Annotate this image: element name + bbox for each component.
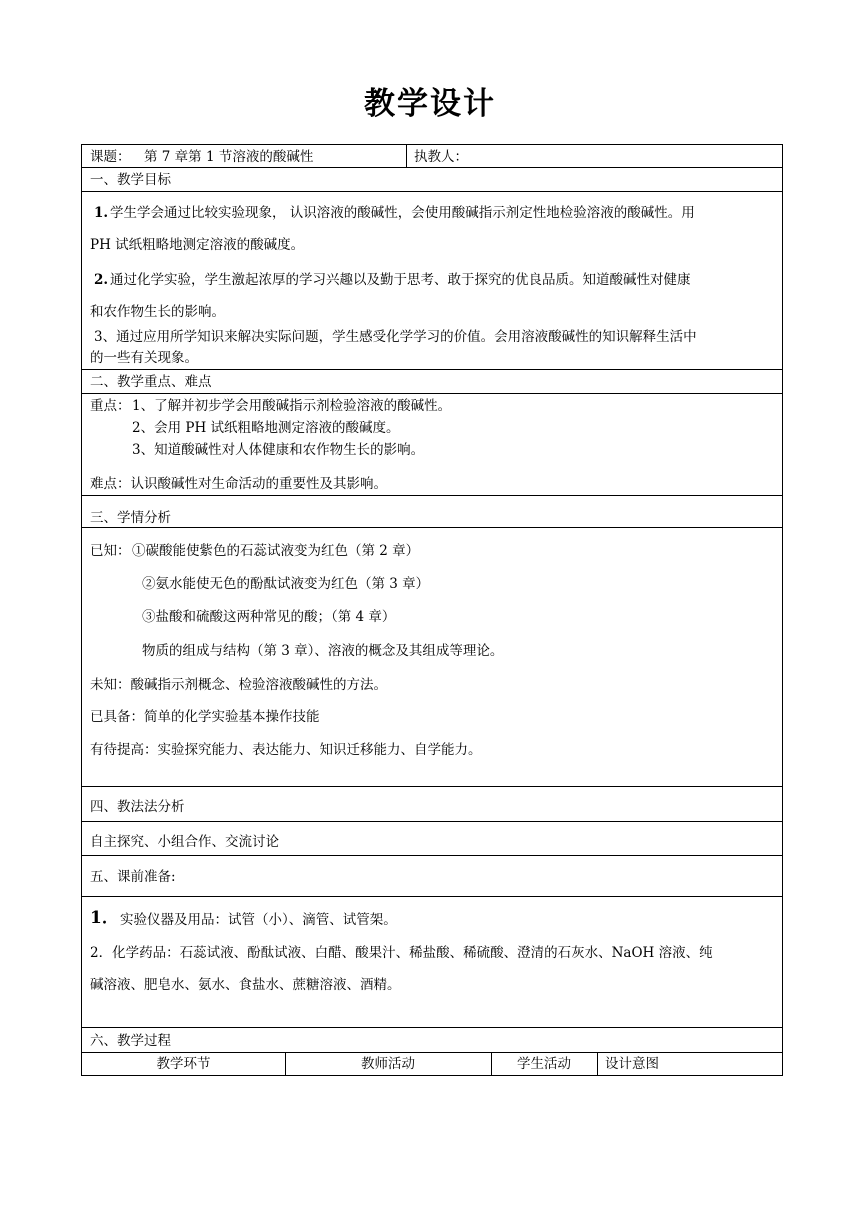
page-title: 教学设计 [364, 86, 496, 122]
goal1-text: 学生学会通过比较实验现象， 认识溶液的酸碱性，会使用酸碱指示剂定性地检验溶液的酸碱性。用 [110, 205, 695, 221]
row-divider [82, 369, 782, 370]
row-divider [82, 896, 782, 897]
goal1-number: 1. [94, 205, 109, 221]
goal2-number: 2. [94, 272, 109, 288]
lesson-plan-table [81, 144, 783, 1076]
row-divider [82, 495, 782, 496]
goal3-text: 3、通过应用所学知识来解决实际问题，学生感受化学学习的价值。会用溶液酸碱性的知识解释生活中 [94, 329, 697, 345]
section2-heading: 二、教学重点、难点 [90, 374, 212, 390]
topic-label: 课题： [90, 149, 131, 165]
header-divider [406, 145, 407, 167]
section3-heading: 三、学情分析 [90, 510, 171, 526]
section4-heading: 四、教法法分析 [90, 799, 185, 815]
column-header-stage: 教学环节 [156, 1056, 211, 1072]
column-header-teacher: 教师活动 [361, 1056, 415, 1072]
row-divider [82, 786, 782, 787]
row-divider [82, 167, 782, 168]
row-divider [82, 1027, 782, 1028]
row-divider [82, 527, 782, 528]
key-point-2: 2、会用 PH 试纸粗略地测定溶液的酸碱度。 [132, 420, 400, 436]
column-divider [597, 1052, 598, 1076]
known-item-2: ②氨水能使无色的酚酞试液变为红色（第 3 章） [142, 576, 430, 592]
known-item-1: ①碳酸能使紫色的石蕊试液变为红色（第 2 章） [132, 543, 420, 559]
section1-heading: 一、教学目标 [90, 172, 171, 188]
section5-heading: 五、课前准备: [90, 869, 176, 885]
goal3-text-cont: 的一些有关现象。 [90, 350, 198, 366]
existing-skills: 已具备：简单的化学实验基本操作技能 [90, 709, 320, 725]
key-points-label: 重点： [90, 398, 131, 414]
known-item-4: 物质的组成与结构（第 3 章）、溶液的概念及其组成等理论。 [142, 643, 504, 659]
prep2-text: 2．化学药品：石蕊试液、酚酞试液、白醋、酸果汁、稀盐酸、稀硫酸、澄清的石灰水、NaOH 溶液、纯 [90, 945, 713, 961]
prep1-number: 1． [90, 908, 119, 928]
goal2-text-cont: 和农作物生长的影响。 [90, 304, 225, 320]
to-improve: 有待提高：实验探究能力、表达能力、知识迁移能力、自学能力。 [90, 742, 482, 758]
row-divider [82, 1052, 782, 1053]
unknown: 未知：酸碱指示剂概念、检验溶液酸碱性的方法。 [90, 677, 387, 693]
teaching-methods: 自主探究、小组合作、交流讨论 [90, 834, 279, 850]
difficulty: 难点：认识酸碱性对生命活动的重要性及其影响。 [90, 476, 387, 492]
column-header-intent: 设计意图 [605, 1056, 659, 1072]
row-divider [82, 393, 782, 394]
prep2-text-cont: 碱溶液、肥皂水、氨水、食盐水、蔗糖溶液、酒精。 [90, 977, 401, 993]
goal2-text: 通过化学实验，学生激起浓厚的学习兴趣以及勤于思考、敢于探究的优良品质。知道酸碱性对健康 [110, 272, 691, 288]
known-item-3: ③盐酸和硫酸这两种常见的酸；（第 4 章） [142, 609, 396, 625]
known-label: 已知： [90, 543, 131, 559]
column-header-student: 学生活动 [517, 1056, 571, 1072]
row-divider [82, 191, 782, 192]
key-point-3: 3、知道酸碱性对人体健康和农作物生长的影响。 [132, 442, 425, 458]
topic-value: 第 7 章第 1 节溶液的酸碱性 [144, 149, 314, 165]
section6-heading: 六、教学过程 [90, 1033, 171, 1049]
prep1-text: 实验仪器及用品：试管（小）、滴管、试管架。 [120, 912, 397, 928]
key-point-1: 1、了解并初步学会用酸碱指示剂检验溶液的酸碱性。 [132, 398, 452, 414]
row-divider [82, 821, 782, 822]
teacher-label: 执教人： [414, 149, 468, 165]
goal1-text-cont: PH 试纸粗略地测定溶液的酸碱度。 [90, 237, 305, 253]
row-divider [82, 855, 782, 856]
